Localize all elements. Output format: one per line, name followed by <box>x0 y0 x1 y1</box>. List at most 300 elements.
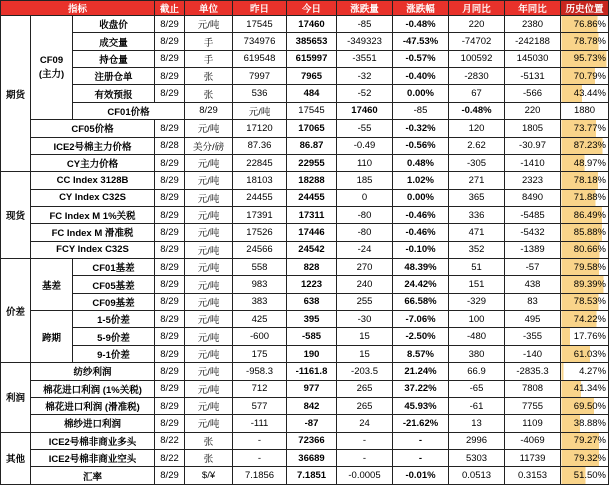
table-row <box>1 311 609 328</box>
table-cell: 438 <box>505 276 561 293</box>
table-cell: 8/29 <box>155 293 185 310</box>
table-cell: 484 <box>287 85 337 102</box>
history-position-cell: 73.77% <box>561 120 609 137</box>
table-cell: 100 <box>449 311 505 328</box>
table-cell: -3551 <box>337 50 393 67</box>
table-cell: -600 <box>233 328 287 345</box>
table-cell: -0.01% <box>393 467 449 485</box>
history-position-cell: 76.86% <box>561 16 609 33</box>
table-row <box>1 154 609 171</box>
table-cell: 86.87 <box>287 137 337 154</box>
header-yoy: 年同比 <box>505 1 561 16</box>
table-cell: 元/吨 <box>185 345 233 362</box>
table-cell: ICE2号棉非商业空头 <box>31 449 155 466</box>
table-cell: 2323 <box>505 172 561 189</box>
table-cell: 110 <box>337 154 393 171</box>
table-cell: 持仓量 <box>73 50 155 67</box>
table-cell: 1-5价差 <box>73 311 155 328</box>
table-cell: 元/吨 <box>233 102 287 119</box>
table-cell: -24 <box>337 241 393 258</box>
table-cell: -0.32% <box>393 120 449 137</box>
table-cell: 22955 <box>287 154 337 171</box>
table-row <box>1 449 609 466</box>
table-cell: 5303 <box>449 449 505 466</box>
table-cell: 13 <box>449 415 505 432</box>
table-row <box>1 189 609 206</box>
table-cell: 67 <box>449 85 505 102</box>
table-cell: 66.9 <box>449 363 505 380</box>
table-cell: 元/吨 <box>185 328 233 345</box>
table-cell: 220 <box>505 102 561 119</box>
table-cell: 271 <box>449 172 505 189</box>
table-cell: -4069 <box>505 432 561 449</box>
table-cell: -21.62% <box>393 415 449 432</box>
table-cell: 8/29 <box>155 380 185 397</box>
table-cell: 8/29 <box>155 172 185 189</box>
table-cell: 有效预报 <box>73 85 155 102</box>
history-position-cell: 80.66% <box>561 241 609 258</box>
table-cell: 8/29 <box>155 85 185 102</box>
table-cell: CY主力价格 <box>31 154 155 171</box>
table-row <box>1 224 609 241</box>
table-cell: 977 <box>287 380 337 397</box>
table-cell: 0.00% <box>393 189 449 206</box>
table-cell: -80 <box>337 224 393 241</box>
history-position-cell: 4.27% <box>561 363 609 380</box>
table-cell: -30 <box>337 311 393 328</box>
table-cell: -566 <box>505 85 561 102</box>
history-position-cell: 79.27% <box>561 432 609 449</box>
table-row <box>1 415 609 432</box>
header-history-position: 历史位置 <box>561 1 609 16</box>
table-cell: 24.42% <box>393 276 449 293</box>
table-cell: 元/吨 <box>185 154 233 171</box>
table-cell: 18288 <box>287 172 337 189</box>
history-position-cell: 86.49% <box>561 206 609 223</box>
history-position-cell: 74.22% <box>561 311 609 328</box>
table-cell: 190 <box>287 345 337 362</box>
history-position-cell: 70.79% <box>561 68 609 85</box>
table-cell: 7997 <box>233 68 287 85</box>
table-cell: 17120 <box>233 120 287 137</box>
table-cell: 元/吨 <box>185 224 233 241</box>
table-cell: 638 <box>287 293 337 310</box>
table-cell: 983 <box>233 276 287 293</box>
table-cell: CF09基差 <box>73 293 155 310</box>
table-cell: 45.93% <box>393 397 449 414</box>
table-cell: 元/吨 <box>185 259 233 276</box>
table-row <box>1 467 609 485</box>
table-row <box>1 206 609 223</box>
table-cell: 汇率 <box>31 467 155 485</box>
header-yesterday: 昨日 <box>233 1 287 16</box>
table-cell: 8/29 <box>155 16 185 33</box>
history-position-cell: 95.73% <box>561 50 609 67</box>
table-cell: 张 <box>185 68 233 85</box>
table-cell: CF09 (主力) <box>31 16 73 120</box>
table-cell: -958.3 <box>233 363 287 380</box>
table-cell: 期货 <box>1 16 31 172</box>
table-cell: 21.24% <box>393 363 449 380</box>
table-cell: 8/29 <box>155 363 185 380</box>
table-row <box>1 102 609 119</box>
table-cell: 8/29 <box>155 467 185 485</box>
table-row <box>1 16 609 33</box>
table-cell: 7.1851 <box>287 467 337 485</box>
header-today: 今日 <box>287 1 337 16</box>
table-row <box>1 363 609 380</box>
table-cell: -0.0005 <box>337 467 393 485</box>
table-cell: -85 <box>393 102 449 119</box>
history-position-cell: 48.97% <box>561 154 609 171</box>
history-position-cell: 78.18% <box>561 172 609 189</box>
table-cell: 577 <box>233 397 287 414</box>
table-cell: 8/29 <box>155 224 185 241</box>
table-cell: 17545 <box>287 102 337 119</box>
table-cell: 8490 <box>505 189 561 206</box>
table-cell: -0.56% <box>393 137 449 154</box>
table-cell: -203.5 <box>337 363 393 380</box>
history-position-cell: 69.50% <box>561 397 609 414</box>
table-cell: $/¥ <box>185 467 233 485</box>
table-cell: 255 <box>337 293 393 310</box>
table-row <box>1 397 609 414</box>
table-cell: 元/吨 <box>185 276 233 293</box>
table-cell: -0.10% <box>393 241 449 258</box>
table-cell: FC Index M 滑准税 <box>31 224 155 241</box>
table-cell: 8/29 <box>155 276 185 293</box>
table-cell: -0.48% <box>393 16 449 33</box>
table-body <box>1 16 609 485</box>
table-cell: -5131 <box>505 68 561 85</box>
table-row <box>1 328 609 345</box>
table-cell: 1805 <box>505 120 561 137</box>
history-position-cell: 51.50% <box>561 467 609 485</box>
history-position-cell: 78.78% <box>561 33 609 50</box>
table-cell: 380 <box>449 345 505 362</box>
table-cell: 240 <box>337 276 393 293</box>
table-cell: 元/吨 <box>185 206 233 223</box>
table-cell: CF05基差 <box>73 276 155 293</box>
table-cell: 手 <box>185 33 233 50</box>
table-cell: 跨期 <box>31 311 73 363</box>
table-cell: 619548 <box>233 50 287 67</box>
table-row <box>1 33 609 50</box>
table-cell: -30.97 <box>505 137 561 154</box>
table-cell: -329 <box>449 293 505 310</box>
table-cell: 270 <box>337 259 393 276</box>
table-cell: 265 <box>337 397 393 414</box>
header-date: 截止 <box>155 1 185 16</box>
table-cell: 24 <box>337 415 393 432</box>
table-cell: 24455 <box>287 189 337 206</box>
table-cell: 51 <box>449 259 505 276</box>
table-cell: 495 <box>505 311 561 328</box>
table-cell: -1389 <box>505 241 561 258</box>
history-position-cell: 71.88% <box>561 189 609 206</box>
table-cell: -0.48% <box>449 102 505 119</box>
table-cell: 元/吨 <box>185 172 233 189</box>
table-cell: 张 <box>185 85 233 102</box>
table-cell: -0.40% <box>393 68 449 85</box>
table-cell: 385653 <box>287 33 337 50</box>
table-cell: 15 <box>337 345 393 362</box>
table-cell: 828 <box>287 259 337 276</box>
table-cell: CF01价格 <box>73 102 185 119</box>
table-cell: 0.48% <box>393 154 449 171</box>
table-cell: 纺纱利润 <box>31 363 155 380</box>
table-cell: -87 <box>287 415 337 432</box>
table-cell: 558 <box>233 259 287 276</box>
table-row <box>1 85 609 102</box>
table-cell: 265 <box>337 380 393 397</box>
table-cell: 收盘价 <box>73 16 155 33</box>
table-cell: -5485 <box>505 206 561 223</box>
table-cell: -0.46% <box>393 206 449 223</box>
table-cell: - <box>393 432 449 449</box>
table-cell: 151 <box>449 276 505 293</box>
table-cell: 成交量 <box>73 33 155 50</box>
table-cell: 元/吨 <box>185 293 233 310</box>
table-row <box>1 276 609 293</box>
table-cell: -2835.3 <box>505 363 561 380</box>
table-cell: -5432 <box>505 224 561 241</box>
table-cell: 5-9价差 <box>73 328 155 345</box>
table-cell: 基差 <box>31 259 73 311</box>
table-cell: 83 <box>505 293 561 310</box>
table-cell: 注册仓单 <box>73 68 155 85</box>
table-cell: 7755 <box>505 397 561 414</box>
table-cell: -305 <box>449 154 505 171</box>
table-cell: 37.22% <box>393 380 449 397</box>
table-cell: 365 <box>449 189 505 206</box>
table-cell: 元/吨 <box>185 415 233 432</box>
table-cell: 利润 <box>1 363 31 432</box>
table-cell: -85 <box>337 16 393 33</box>
table-cell: 220 <box>449 16 505 33</box>
history-position-cell: 43.44% <box>561 85 609 102</box>
table-cell: 7808 <box>505 380 561 397</box>
table-cell: -2.50% <box>393 328 449 345</box>
table-cell: - <box>337 449 393 466</box>
table-cell: 24566 <box>233 241 287 258</box>
table-cell: ICE2号棉主力价格 <box>31 137 155 154</box>
table-cell: 87.36 <box>233 137 287 154</box>
table-cell: 15 <box>337 328 393 345</box>
table-cell: 11739 <box>505 449 561 466</box>
table-row <box>1 241 609 258</box>
table-cell: 24455 <box>233 189 287 206</box>
table-cell: 17446 <box>287 224 337 241</box>
table-cell: 17311 <box>287 206 337 223</box>
table-row <box>1 50 609 67</box>
table-cell: 8/29 <box>155 345 185 362</box>
table-cell: -32 <box>337 68 393 85</box>
table-cell: -0.46% <box>393 224 449 241</box>
table-cell: -355 <box>505 328 561 345</box>
history-position-cell: 38.88% <box>561 415 609 432</box>
table-cell: 8/22 <box>155 449 185 466</box>
table-cell: -242188 <box>505 33 561 50</box>
table-cell: 9-1价差 <box>73 345 155 362</box>
table-cell: 元/吨 <box>185 380 233 397</box>
table-cell: CC Index 3128B <box>31 172 155 189</box>
history-position-cell: 87.23% <box>561 137 609 154</box>
table-cell: 0.3153 <box>505 467 561 485</box>
table-cell: 0 <box>337 189 393 206</box>
table-cell: 8/29 <box>155 154 185 171</box>
table-cell: -47.53% <box>393 33 449 50</box>
table-cell: 395 <box>287 311 337 328</box>
table-cell: 712 <box>233 380 287 397</box>
table-cell: 17526 <box>233 224 287 241</box>
table-cell: 352 <box>449 241 505 258</box>
table-cell: -55 <box>337 120 393 137</box>
table-row <box>1 120 609 137</box>
history-position-cell: 78.53% <box>561 293 609 310</box>
header-mom: 月同比 <box>449 1 505 16</box>
table-cell: 1880 <box>561 102 609 119</box>
table-cell: 17460 <box>287 16 337 33</box>
table-cell: -80 <box>337 206 393 223</box>
table-cell: -57 <box>505 259 561 276</box>
table-cell: 8/28 <box>155 137 185 154</box>
table-cell: 7.1856 <box>233 467 287 485</box>
table-cell: 其他 <box>1 432 31 484</box>
table-cell: -65 <box>449 380 505 397</box>
history-position-cell: 89.39% <box>561 276 609 293</box>
header-change: 涨跌量 <box>337 1 393 16</box>
table-cell: 0.00% <box>393 85 449 102</box>
table-cell: 145030 <box>505 50 561 67</box>
table-cell: FC Index M 1%关税 <box>31 206 155 223</box>
table-cell: - <box>233 449 287 466</box>
table-cell: 1109 <box>505 415 561 432</box>
header-row <box>1 1 609 16</box>
table-cell: 120 <box>449 120 505 137</box>
table-row <box>1 380 609 397</box>
history-position-cell: 79.58% <box>561 259 609 276</box>
table-cell: 1223 <box>287 276 337 293</box>
table-cell: -585 <box>287 328 337 345</box>
table-cell: 17460 <box>337 102 393 119</box>
history-position-cell: 17.76% <box>561 328 609 345</box>
header-change-pct: 涨跌幅 <box>393 1 449 16</box>
table-cell: -111 <box>233 415 287 432</box>
table-cell: 8/29 <box>155 415 185 432</box>
table-cell: 48.39% <box>393 259 449 276</box>
table-cell: -52 <box>337 85 393 102</box>
table-cell: 元/吨 <box>185 397 233 414</box>
table-cell: 8/22 <box>155 432 185 449</box>
table-cell: 棉纱进口利润 <box>31 415 155 432</box>
table-cell: 185 <box>337 172 393 189</box>
table-cell: 8/29 <box>155 33 185 50</box>
table-cell: 棉花进口利润 (1%关税) <box>31 380 155 397</box>
table-cell: 2.62 <box>449 137 505 154</box>
table-cell: 8/29 <box>155 120 185 137</box>
table-cell: 1.02% <box>393 172 449 189</box>
table-cell: -1410 <box>505 154 561 171</box>
table-cell: 18103 <box>233 172 287 189</box>
table-cell: -140 <box>505 345 561 362</box>
table-cell: 元/吨 <box>185 311 233 328</box>
table-cell: 383 <box>233 293 287 310</box>
table-cell: 175 <box>233 345 287 362</box>
table-cell: 8/29 <box>155 397 185 414</box>
table-row <box>1 345 609 362</box>
table-cell: CF01基差 <box>73 259 155 276</box>
table-cell: - <box>233 432 287 449</box>
table-row <box>1 259 609 276</box>
table-cell: 8/29 <box>155 259 185 276</box>
table-cell: 8/29 <box>155 50 185 67</box>
table-cell: 336 <box>449 206 505 223</box>
table-cell: 7965 <box>287 68 337 85</box>
table-cell: 张 <box>185 432 233 449</box>
table-cell: 72366 <box>287 432 337 449</box>
header-indicator: 指标 <box>1 1 155 16</box>
table-cell: 手 <box>185 50 233 67</box>
table-cell: 8/29 <box>155 68 185 85</box>
table-cell: -2830 <box>449 68 505 85</box>
table-row <box>1 172 609 189</box>
history-position-cell: 41.34% <box>561 380 609 397</box>
table-cell: -74702 <box>449 33 505 50</box>
table-cell: CY Index C32S <box>31 189 155 206</box>
table-cell: 8/29 <box>155 328 185 345</box>
history-position-cell: 61.03% <box>561 345 609 362</box>
table-cell: 66.58% <box>393 293 449 310</box>
table-cell: 734976 <box>233 33 287 50</box>
table-cell: CF05价格 <box>31 120 155 137</box>
table-cell: - <box>393 449 449 466</box>
table-cell: 美分/磅 <box>185 137 233 154</box>
table-cell: 元/吨 <box>185 363 233 380</box>
table-cell: -1161.8 <box>287 363 337 380</box>
table-cell: 36689 <box>287 449 337 466</box>
history-position-cell: 85.88% <box>561 224 609 241</box>
table-row <box>1 432 609 449</box>
table-cell: -61 <box>449 397 505 414</box>
table-cell: 842 <box>287 397 337 414</box>
table-cell: 8/29 <box>155 241 185 258</box>
history-position-cell: 79.32% <box>561 449 609 466</box>
table-cell: -0.57% <box>393 50 449 67</box>
table-cell: 8/29 <box>185 102 233 119</box>
table-cell: 张 <box>185 449 233 466</box>
table-cell: 现货 <box>1 172 31 259</box>
table-cell: 棉花进口利润 (滑准税) <box>31 397 155 414</box>
table-cell: 471 <box>449 224 505 241</box>
table-cell: -0.49 <box>337 137 393 154</box>
table-cell: 元/吨 <box>185 16 233 33</box>
table-cell: 2996 <box>449 432 505 449</box>
table-cell: 24542 <box>287 241 337 258</box>
table-cell: 8.57% <box>393 345 449 362</box>
table-cell: FCY Index C32S <box>31 241 155 258</box>
table-cell: - <box>337 432 393 449</box>
table-cell: 价差 <box>1 259 31 363</box>
table-row <box>1 137 609 154</box>
table-cell: 8/29 <box>155 189 185 206</box>
table-cell: 2380 <box>505 16 561 33</box>
header-unit: 单位 <box>185 1 233 16</box>
table-row <box>1 293 609 310</box>
table-cell: 536 <box>233 85 287 102</box>
table-cell: 元/吨 <box>185 120 233 137</box>
table-cell: -349323 <box>337 33 393 50</box>
